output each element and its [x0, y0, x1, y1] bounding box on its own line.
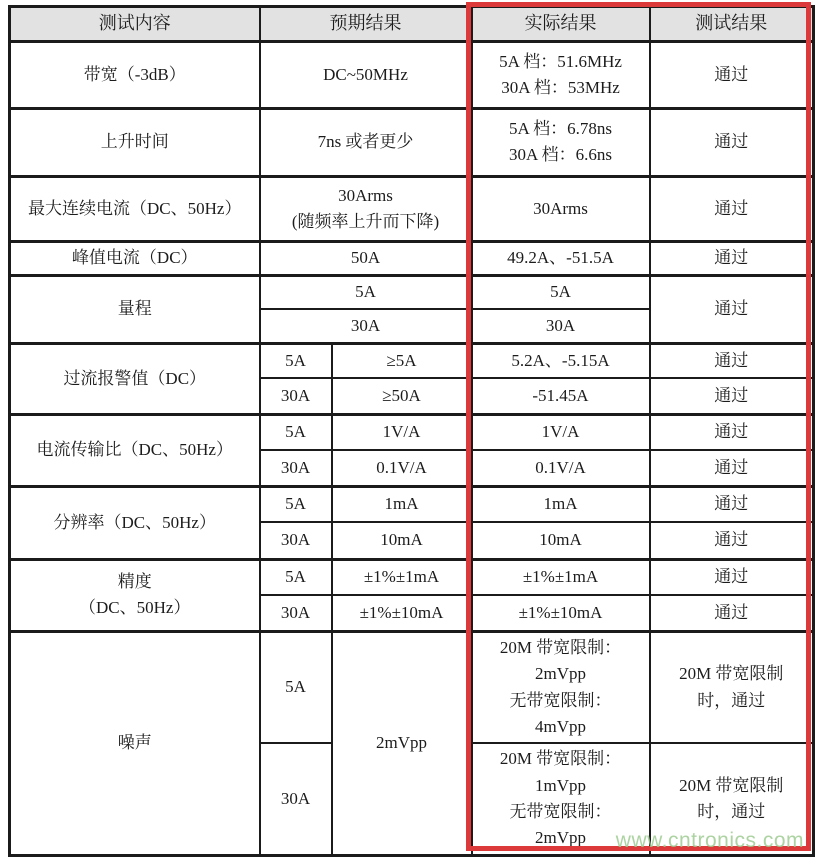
cell-range: 30A: [260, 595, 332, 631]
cell-item-accuracy: 精度 （DC、50Hz）: [10, 559, 260, 631]
table-row: [10, 275, 814, 309]
cell-actual: 5.2A、-5.15A: [472, 343, 650, 378]
header-row: [10, 7, 814, 42]
cell-item-bandwidth: 带宽（-3dB）: [10, 41, 260, 108]
table-row: [10, 108, 814, 176]
table-row: [10, 343, 814, 378]
table-row: [10, 486, 814, 522]
cell-expected: DC~50MHz: [260, 41, 472, 108]
cell-expected: 7ns 或者更少: [260, 108, 472, 176]
cell-result: 通过: [650, 378, 814, 414]
cell-actual: 30A: [472, 309, 650, 343]
cell-item-transfer-ratio: 电流传输比（DC、50Hz）: [10, 414, 260, 486]
cell-result: 通过: [650, 486, 814, 522]
cell-expected: ±1%±1mA: [332, 559, 472, 595]
cell-result: 通过: [650, 343, 814, 378]
table-body: [10, 41, 814, 855]
cell-range: 5A: [260, 486, 332, 522]
cell-actual: -51.45A: [472, 378, 650, 414]
cell-item-resolution: 分辨率（DC、50Hz）: [10, 486, 260, 559]
cell-actual: ±1%±10mA: [472, 595, 650, 631]
test-report-table: [8, 5, 815, 857]
cell-expected: 50A: [260, 241, 472, 275]
cell-range: 5A: [260, 631, 332, 743]
cell-range: 30A: [260, 378, 332, 414]
cell-expected: ≥50A: [332, 378, 472, 414]
table-row: [10, 414, 814, 450]
cell-result: 通过: [650, 595, 814, 631]
header-actual-result: 实际结果: [472, 7, 650, 42]
cell-result: 通过: [650, 108, 814, 176]
cell-expected: ±1%±10mA: [332, 595, 472, 631]
cell-actual: 10mA: [472, 522, 650, 559]
cell-actual: 5A 档：51.6MHz 30A 档：53MHz: [472, 41, 650, 108]
cell-expected: 1mA: [332, 486, 472, 522]
table-row: [10, 41, 814, 108]
cell-result: 通过: [650, 522, 814, 559]
cell-expected: 0.1V/A: [332, 450, 472, 486]
cell-actual: 5A 档：6.78ns 30A 档：6.6ns: [472, 108, 650, 176]
cell-result: 通过: [650, 559, 814, 595]
header-test-content: 测试内容: [10, 7, 260, 42]
cell-actual: ±1%±1mA: [472, 559, 650, 595]
cell-result: 通过: [650, 450, 814, 486]
cell-expected: 30Arms (随频率上升而下降): [260, 176, 472, 241]
cell-actual: 20M 带宽限制： 1mVpp 无带宽限制： 2mVpp: [472, 743, 650, 855]
cell-range: 5A: [260, 559, 332, 595]
cell-expected: 2mVpp: [332, 631, 472, 855]
table-row: [10, 559, 814, 595]
cell-result: 20M 带宽限制 时，通过: [650, 743, 814, 855]
cell-range: 30A: [260, 743, 332, 855]
cell-actual: 1mA: [472, 486, 650, 522]
table-row: [10, 241, 814, 275]
cell-actual: 20M 带宽限制： 2mVpp 无带宽限制： 4mVpp: [472, 631, 650, 743]
cell-range: 5A: [260, 343, 332, 378]
cell-item-range: 量程: [10, 275, 260, 343]
cell-range: 30A: [260, 450, 332, 486]
cell-result: 通过: [650, 275, 814, 343]
cell-expected: 1V/A: [332, 414, 472, 450]
header-test-result: 测试结果: [650, 7, 814, 42]
table-row: [10, 631, 814, 743]
watermark-text: www.cntronics.com: [615, 829, 804, 852]
cell-item-noise: 噪声: [10, 631, 260, 855]
cell-expected: 30A: [260, 309, 472, 343]
cell-result: 通过: [650, 414, 814, 450]
cell-result: 通过: [650, 241, 814, 275]
cell-actual: 5A: [472, 275, 650, 309]
cell-result: 通过: [650, 176, 814, 241]
cell-item-peak-current: 峰值电流（DC）: [10, 241, 260, 275]
cell-actual: 0.1V/A: [472, 450, 650, 486]
cell-item-max-continuous-current: 最大连续电流（DC、50Hz）: [10, 176, 260, 241]
cell-range: 5A: [260, 414, 332, 450]
table-row: [10, 176, 814, 241]
cell-expected: 10mA: [332, 522, 472, 559]
cell-result: 通过: [650, 41, 814, 108]
cell-result: 20M 带宽限制 时，通过: [650, 631, 814, 743]
header-expected-result: 预期结果: [260, 7, 472, 42]
cell-actual: 1V/A: [472, 414, 650, 450]
table-header: [10, 7, 814, 42]
cell-item-rise-time: 上升时间: [10, 108, 260, 176]
cell-range: 30A: [260, 522, 332, 559]
cell-actual: 30Arms: [472, 176, 650, 241]
cell-actual: 49.2A、-51.5A: [472, 241, 650, 275]
cell-expected: 5A: [260, 275, 472, 309]
cell-expected: ≥5A: [332, 343, 472, 378]
cell-item-overcurrent-alarm: 过流报警值（DC）: [10, 343, 260, 414]
